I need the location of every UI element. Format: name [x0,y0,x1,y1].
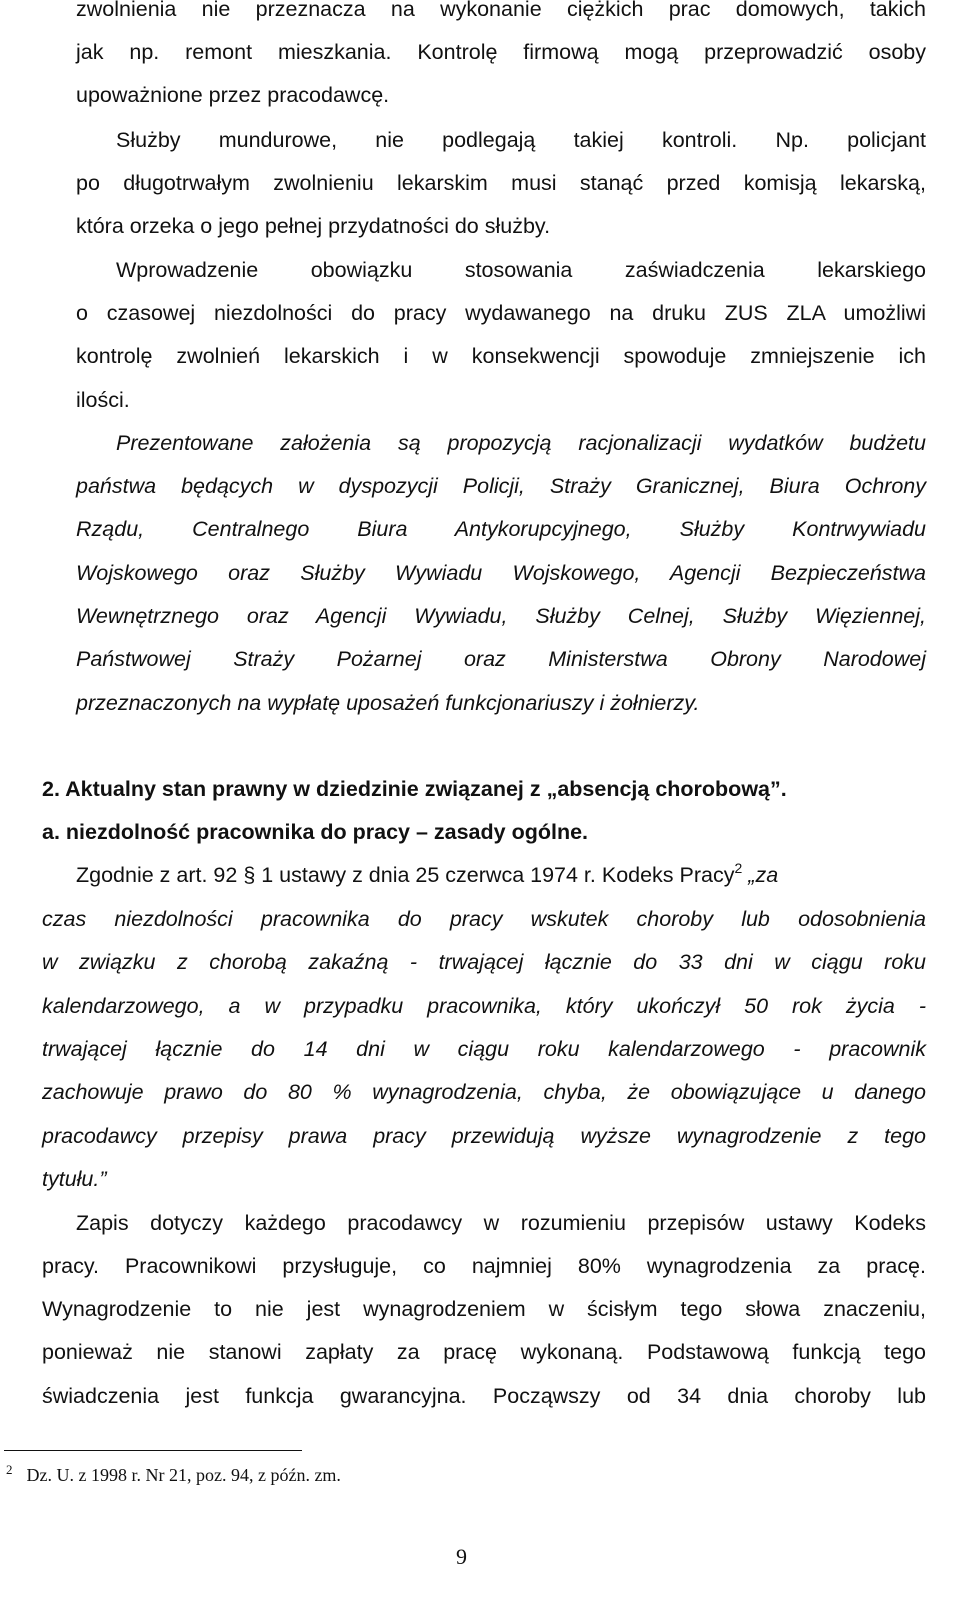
text-line: pracy. Pracownikowi przysługuje, co najmniej 80% wynagrodzenia za pracę. [42,1254,926,1278]
quote-line: kalendarzowego, a w przypadku pracownika, który ukończył 50 rok życia - [42,994,926,1018]
text-line: ilości. [76,388,130,412]
text-line: Wewnętrznego oraz Agencji Wywiadu, Służby Celnej, Służby Więziennej, [76,604,926,628]
text-line: Wojskowego oraz Służby Wywiadu Wojskowego, Agencji Bezpieczeństwa [76,561,926,585]
text-line: zwolnienia nie przeznacza na wykonanie ciężkich prac domowych, takich [76,0,926,21]
text-line: Prezentowane założenia są propozycją racjonalizacji wydatków budżetu [116,431,926,455]
quote-line: pracodawcy przepisy prawa pracy przewidują wyższe wynagrodzenie z tego [42,1124,926,1148]
quote-line: tytułu.” [42,1167,107,1191]
text-line: która orzeka o jego pełnej przydatności do służby. [76,214,551,238]
footnote-text: Dz. U. z 1998 r. Nr 21, poz. 94, z późn. zm. [26,1465,341,1485]
text-line: państwa będących w dyspozycji Policji, Straży Granicznej, Biura Ochrony [76,474,926,498]
text-line: Rządu, Centralnego Biura Antykorupcyjnego, Służby Kontrwywiadu [76,517,926,541]
text-line: po długotrwałym zwolnieniu lekarskim musi stanąć przed komisją lekarską, [76,171,926,195]
text-line: jak np. remont mieszkania. Kontrolę firmową mogą przeprowadzić osoby [76,40,926,64]
footnote [6,1462,341,1488]
text-line: kontrolę zwolnień lekarskich i w konsekwencji spowoduje zmniejszenie ich [76,344,926,368]
text-line: świadczenia jest funkcja gwarancyjna. Począwszy od 34 dnia choroby lub [42,1384,926,1408]
footnote-number: 2 [6,1462,13,1477]
quote-line: zachowuje prawo do 80 % wynagrodzenia, chyba, że obowiązujące u danego [42,1080,926,1104]
section-heading: 2. Aktualny stan prawny w dziedzinie związanej z „absencją chorobową”. [42,777,787,801]
quote-line: trwającej łącznie do 14 dni w ciągu roku kalendarzowego - pracownik [42,1037,926,1061]
quote-line: czas niezdolności pracownika do pracy wskutek choroby lub odosobnienia [42,907,926,931]
text-line: ponieważ nie stanowi zapłaty za pracę wykonaną. Podstawową funkcją tego [42,1340,926,1364]
text-line: przeznaczonych na wypłatę uposażeń funkcjonariuszy i żołnierzy. [76,691,700,715]
text-line: Zapis dotyczy każdego pracodawcy w rozumieniu przepisów ustawy Kodeks [76,1211,926,1235]
text-line: o czasowej niezdolności do pracy wydawanego na druku ZUS ZLA umożliwi [76,301,926,325]
text-line: Służby mundurowe, nie podlegają takiej kontroli. Np. policjant [116,128,926,152]
text-line: Państwowej Straży Pożarnej oraz Ministerstwa Obrony Narodowej [76,647,926,671]
footnote-reference: 2 [734,860,743,876]
text-line: Wynagrodzenie to nie jest wynagrodzeniem w ścisłym tego słowa znaczeniu, [42,1297,926,1321]
quote-line: w związku z chorobą zakaźną - trwającej łącznie do 33 dni w ciągu roku [42,950,926,974]
page-number: 9 [456,1544,467,1569]
quote-open: „za [748,863,779,887]
subsection-heading: a. niezdolność pracownika do pracy – zasady ogólne. [42,820,589,844]
footnote-separator [4,1450,302,1451]
text-line: upoważnione przez pracodawcę. [76,83,390,107]
text-line [76,862,778,888]
text-line: Wprowadzenie obowiązku stosowania zaświadczenia lekarskiego [116,258,926,282]
text-plain: Zgodnie z art. 92 § 1 ustawy z dnia 25 czerwca 1974 r. Kodeks Pracy [76,863,735,887]
